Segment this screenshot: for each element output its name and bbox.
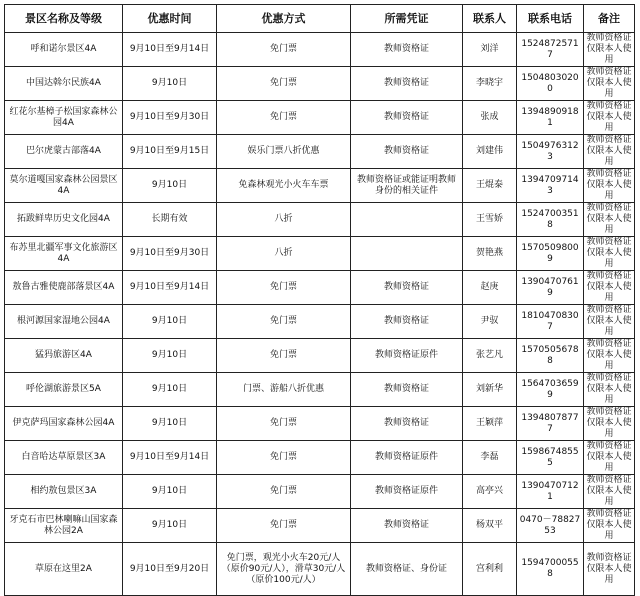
required-proof-cell: 教师资格证原件	[351, 339, 463, 373]
note-cell: 教师资格证仅限本人使用	[584, 169, 635, 203]
table-row	[5, 101, 635, 135]
table-row	[5, 169, 635, 203]
required-proof-cell: 教师资格证	[351, 67, 463, 101]
note-cell: 教师资格证仅限本人使用	[584, 441, 635, 475]
required-proof-cell: 教师资格证	[351, 271, 463, 305]
scenic-name-cell: 猛犸旅游区4A	[5, 339, 123, 373]
discount-method-cell: 门票、游船八折优惠	[217, 373, 351, 407]
contact-cell: 宫利利	[463, 543, 517, 596]
discount-method-cell: 娱乐门票八折优惠	[217, 135, 351, 169]
required-proof-cell: 教师资格证	[351, 407, 463, 441]
discount-method-cell: 免门票	[217, 339, 351, 373]
phone-cell: 15048030200	[517, 67, 584, 101]
scenic-name-cell: 拓跋鲜卑历史文化园4A	[5, 203, 123, 237]
note-cell: 教师资格证仅限本人使用	[584, 339, 635, 373]
header-row	[5, 5, 635, 33]
discount-method-cell: 免门票	[217, 305, 351, 339]
scenic-name-cell: 布苏里北疆军事文化旅游区4A	[5, 237, 123, 271]
discount-time-cell: 9月10日至9月20日	[123, 543, 217, 596]
required-proof-cell: 教师资格证原件	[351, 441, 463, 475]
scenic-discount-table	[4, 4, 635, 596]
table-row	[5, 237, 635, 271]
phone-cell: 15049763123	[517, 135, 584, 169]
discount-method-cell: 免门票	[217, 407, 351, 441]
scenic-name-cell: 相约敖包景区3A	[5, 475, 123, 509]
contact-cell: 张成	[463, 101, 517, 135]
contact-cell: 高亭兴	[463, 475, 517, 509]
discount-time-cell: 9月10日	[123, 509, 217, 543]
contact-cell: 杨双平	[463, 509, 517, 543]
contact-cell: 尹驭	[463, 305, 517, 339]
discount-table-container	[4, 4, 635, 596]
scenic-name-cell: 莫尔道嘎国家森林公园景区4A	[5, 169, 123, 203]
discount-time-cell: 9月10日	[123, 67, 217, 101]
discount-method-cell: 免门票	[217, 475, 351, 509]
discount-time-cell: 9月10日至9月14日	[123, 33, 217, 67]
scenic-name-cell: 巴尔虎蒙古部落4A	[5, 135, 123, 169]
note-cell: 教师资格证仅限本人使用	[584, 135, 635, 169]
note-cell: 教师资格证仅限本人使用	[584, 475, 635, 509]
discount-time-cell: 9月10日至9月30日	[123, 237, 217, 271]
note-cell: 教师资格证仅限本人使用	[584, 271, 635, 305]
discount-method-cell: 免门票，观光小火车20元/人（原价90元/人），滑草30元/人（原价100元/人）	[217, 543, 351, 596]
phone-cell: 15247003518	[517, 203, 584, 237]
table-row	[5, 305, 635, 339]
scenic-name-cell: 红花尔基樟子松国家森林公园4A	[5, 101, 123, 135]
phone-cell: 15986748555	[517, 441, 584, 475]
scenic-name-cell: 敖鲁古雅使鹿部落景区4A	[5, 271, 123, 305]
table-row	[5, 509, 635, 543]
header-required-proof: 所需凭证	[351, 5, 463, 33]
discount-method-cell: 免门票	[217, 33, 351, 67]
phone-cell: 15647036599	[517, 373, 584, 407]
required-proof-cell: 教师资格证	[351, 101, 463, 135]
phone-cell: 13904707121	[517, 475, 584, 509]
contact-cell: 贺艳燕	[463, 237, 517, 271]
header-discount-time: 优惠时间	[123, 5, 217, 33]
discount-method-cell: 免门票	[217, 271, 351, 305]
table-row	[5, 271, 635, 305]
phone-cell: 0470－7882753	[517, 509, 584, 543]
table-row	[5, 407, 635, 441]
required-proof-cell: 教师资格证	[351, 135, 463, 169]
discount-time-cell: 9月10日至9月14日	[123, 441, 217, 475]
table-row	[5, 339, 635, 373]
discount-method-cell: 免门票	[217, 67, 351, 101]
phone-cell: 18104708307	[517, 305, 584, 339]
note-cell: 教师资格证仅限本人使用	[584, 407, 635, 441]
scenic-name-cell: 牙克石市巴林喇嘛山国家森林公园2A	[5, 509, 123, 543]
contact-cell: 刘新华	[463, 373, 517, 407]
discount-method-cell: 免门票	[217, 509, 351, 543]
table-row	[5, 67, 635, 101]
table-row	[5, 441, 635, 475]
discount-time-cell: 长期有效	[123, 203, 217, 237]
scenic-name-cell: 呼和诺尔景区4A	[5, 33, 123, 67]
required-proof-cell: 教师资格证原件	[351, 475, 463, 509]
scenic-name-cell: 草原在这里2A	[5, 543, 123, 596]
required-proof-cell: 教师资格证	[351, 509, 463, 543]
contact-cell: 刘建伟	[463, 135, 517, 169]
note-cell: 教师资格证仅限本人使用	[584, 101, 635, 135]
contact-cell: 刘洋	[463, 33, 517, 67]
discount-method-cell: 免门票	[217, 441, 351, 475]
note-cell: 教师资格证仅限本人使用	[584, 237, 635, 271]
discount-time-cell: 9月10日至9月15日	[123, 135, 217, 169]
discount-time-cell: 9月10日	[123, 169, 217, 203]
contact-cell: 王雪娇	[463, 203, 517, 237]
table-body	[5, 33, 635, 596]
phone-cell: 13947097143	[517, 169, 584, 203]
required-proof-cell: 教师资格证	[351, 305, 463, 339]
table-row	[5, 475, 635, 509]
phone-cell: 13904707619	[517, 271, 584, 305]
scenic-name-cell: 根河源国家湿地公园4A	[5, 305, 123, 339]
header-contact: 联系人	[463, 5, 517, 33]
note-cell: 教师资格证仅限本人使用	[584, 305, 635, 339]
note-cell: 教师资格证仅限本人使用	[584, 67, 635, 101]
discount-method-cell: 免森林观光小火车车票	[217, 169, 351, 203]
table-row	[5, 543, 635, 596]
note-cell: 教师资格证仅限本人使用	[584, 203, 635, 237]
contact-cell: 王焜泰	[463, 169, 517, 203]
phone-cell: 13948909181	[517, 101, 584, 135]
scenic-name-cell: 中国达斡尔民族4A	[5, 67, 123, 101]
scenic-name-cell: 伊克萨玛国家森林公园4A	[5, 407, 123, 441]
note-cell: 教师资格证仅限本人使用	[584, 509, 635, 543]
discount-time-cell: 9月10日	[123, 339, 217, 373]
discount-time-cell: 9月10日	[123, 305, 217, 339]
header-note: 备注	[584, 5, 635, 33]
phone-cell: 15705056788	[517, 339, 584, 373]
table-row	[5, 373, 635, 407]
table-row	[5, 203, 635, 237]
phone-cell: 13948078777	[517, 407, 584, 441]
scenic-name-cell: 呼伦湖旅游景区5A	[5, 373, 123, 407]
discount-method-cell: 八折	[217, 203, 351, 237]
discount-time-cell: 9月10日至9月30日	[123, 101, 217, 135]
header-scenic-name: 景区名称及等级	[5, 5, 123, 33]
required-proof-cell: 教师资格证或能证明教师身份的相关证件	[351, 169, 463, 203]
table-row	[5, 33, 635, 67]
discount-method-cell: 八折	[217, 237, 351, 271]
contact-cell: 李晓宇	[463, 67, 517, 101]
scenic-name-cell: 白音哈达草原景区3A	[5, 441, 123, 475]
phone-cell: 15705098009	[517, 237, 584, 271]
discount-time-cell: 9月10日	[123, 373, 217, 407]
discount-time-cell: 9月10日至9月14日	[123, 271, 217, 305]
header-discount-method: 优惠方式	[217, 5, 351, 33]
required-proof-cell: 教师资格证、身份证	[351, 543, 463, 596]
discount-time-cell: 9月10日	[123, 407, 217, 441]
discount-time-cell: 9月10日	[123, 475, 217, 509]
note-cell: 教师资格证仅限本人使用	[584, 373, 635, 407]
phone-cell: 15248725717	[517, 33, 584, 67]
note-cell: 教师资格证仅限本人使用	[584, 33, 635, 67]
phone-cell: 15947000558	[517, 543, 584, 596]
contact-cell: 李磊	[463, 441, 517, 475]
discount-method-cell: 免门票	[217, 101, 351, 135]
contact-cell: 张艺凡	[463, 339, 517, 373]
required-proof-cell: 教师资格证	[351, 33, 463, 67]
required-proof-cell: 教师资格证	[351, 373, 463, 407]
required-proof-cell	[351, 203, 463, 237]
note-cell: 教师资格证仅限本人使用	[584, 543, 635, 596]
table-row	[5, 135, 635, 169]
contact-cell: 赵庚	[463, 271, 517, 305]
required-proof-cell	[351, 237, 463, 271]
header-phone: 联系电话	[517, 5, 584, 33]
contact-cell: 王颖萍	[463, 407, 517, 441]
